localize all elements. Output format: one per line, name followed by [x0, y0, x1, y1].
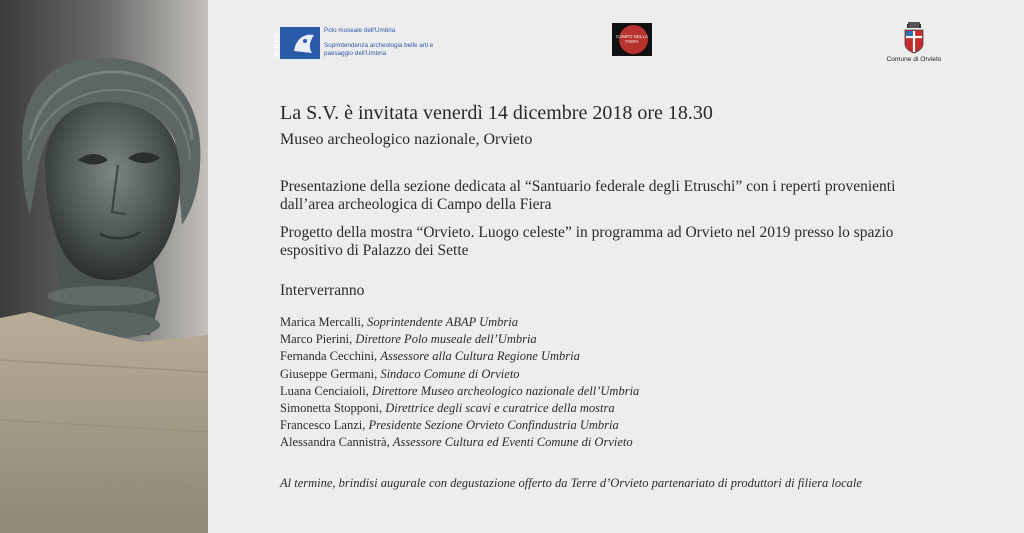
invitation-place: Museo archeologico nazionale, Orvieto [280, 131, 533, 148]
presentation-paragraph [280, 178, 895, 214]
speaker-name: Marica Mercalli, [280, 315, 368, 329]
speaker-item [280, 314, 639, 331]
exhibition-line-2: espositivo di Palazzo dei Sette [280, 242, 469, 259]
speakers-heading: Interverranno [280, 282, 365, 299]
speakers-list [280, 314, 639, 452]
presentation-line-2: dall’area archeologica di Campo della Fiera [280, 196, 552, 213]
mibac-logo [274, 27, 464, 59]
mibac-mark [274, 27, 320, 59]
speaker-role: Presidente Sezione Orvieto Confindustria Umbria [368, 418, 619, 433]
speaker-item [280, 348, 639, 365]
mibac-emblem-icon [290, 29, 318, 57]
invitation-headline: La S.V. è invitata venerdì 14 dicembre 2018 ore 18.30 [280, 102, 713, 124]
speaker-role: Assessore Cultura ed Eventi Comune di Orvieto [392, 435, 633, 450]
speaker-item [280, 434, 639, 451]
speaker-role: Direttore Museo archeologico nazionale dell’Umbria [371, 383, 640, 398]
speaker-item [280, 366, 639, 383]
speaker-name: Fernanda Cecchini, [280, 349, 381, 364]
speaker-role: Direttrice degli scavi e curatrice della mostra [385, 401, 615, 416]
campo-della-fiera-logo [612, 23, 652, 56]
mibac-line-2: Soprintendenza archeologia belle arti e [324, 42, 434, 49]
campo-logo-text: CAMPO DELLA FIERA [615, 34, 648, 44]
speaker-name: Alessandra Cannistrà, [280, 435, 393, 450]
invitation-panel [208, 0, 1024, 533]
speaker-item [280, 383, 639, 400]
mibac-line-3: paesaggio dell'Umbria [324, 50, 387, 57]
bronze-head-illustration [0, 0, 208, 533]
mibac-line-1: Polo museale dell'Umbria [324, 27, 396, 34]
mibac-text [324, 27, 464, 58]
speaker-role: Direttore Polo museale dell’Umbria [355, 332, 537, 347]
exhibition-paragraph [280, 224, 893, 260]
comune-orvieto-logo [876, 22, 952, 63]
exhibition-line-1: Progetto della mostra “Orvieto. Luogo celeste” in programma ad Orvieto nel 2019 presso lo spazio [280, 224, 894, 241]
speaker-name: Luana Cenciaioli, [280, 383, 372, 398]
speaker-item [280, 400, 639, 417]
mibac-mark-text: MiBAC [274, 32, 281, 57]
presentation-line-1: Presentazione della sezione dedicata al “Santuario federale degli Etruschi” con i reperti provenienti [280, 178, 896, 195]
closing-note: Al termine, brindisi augurale con degustazione offerto da Terre d’Orvieto partenariato di produttori di filiera locale [280, 476, 862, 490]
speaker-role: Soprintendente ABAP Umbria [367, 315, 519, 329]
speaker-name: Marco Pierini, [280, 332, 356, 347]
sculpture-photo [0, 0, 208, 533]
orvieto-crest-icon [903, 22, 925, 54]
speaker-item [280, 417, 639, 434]
speaker-name: Giuseppe Germani, [280, 366, 381, 381]
speaker-item [280, 331, 639, 348]
speaker-name: Francesco Lanzi, [280, 418, 369, 433]
comune-label: Comune di Orvieto [886, 56, 942, 63]
speaker-name: Simonetta Stopponi, [280, 401, 386, 416]
speaker-role: Assessore alla Cultura Regione Umbria [380, 349, 580, 364]
speaker-role: Sindaco Comune di Orvieto [380, 366, 520, 381]
